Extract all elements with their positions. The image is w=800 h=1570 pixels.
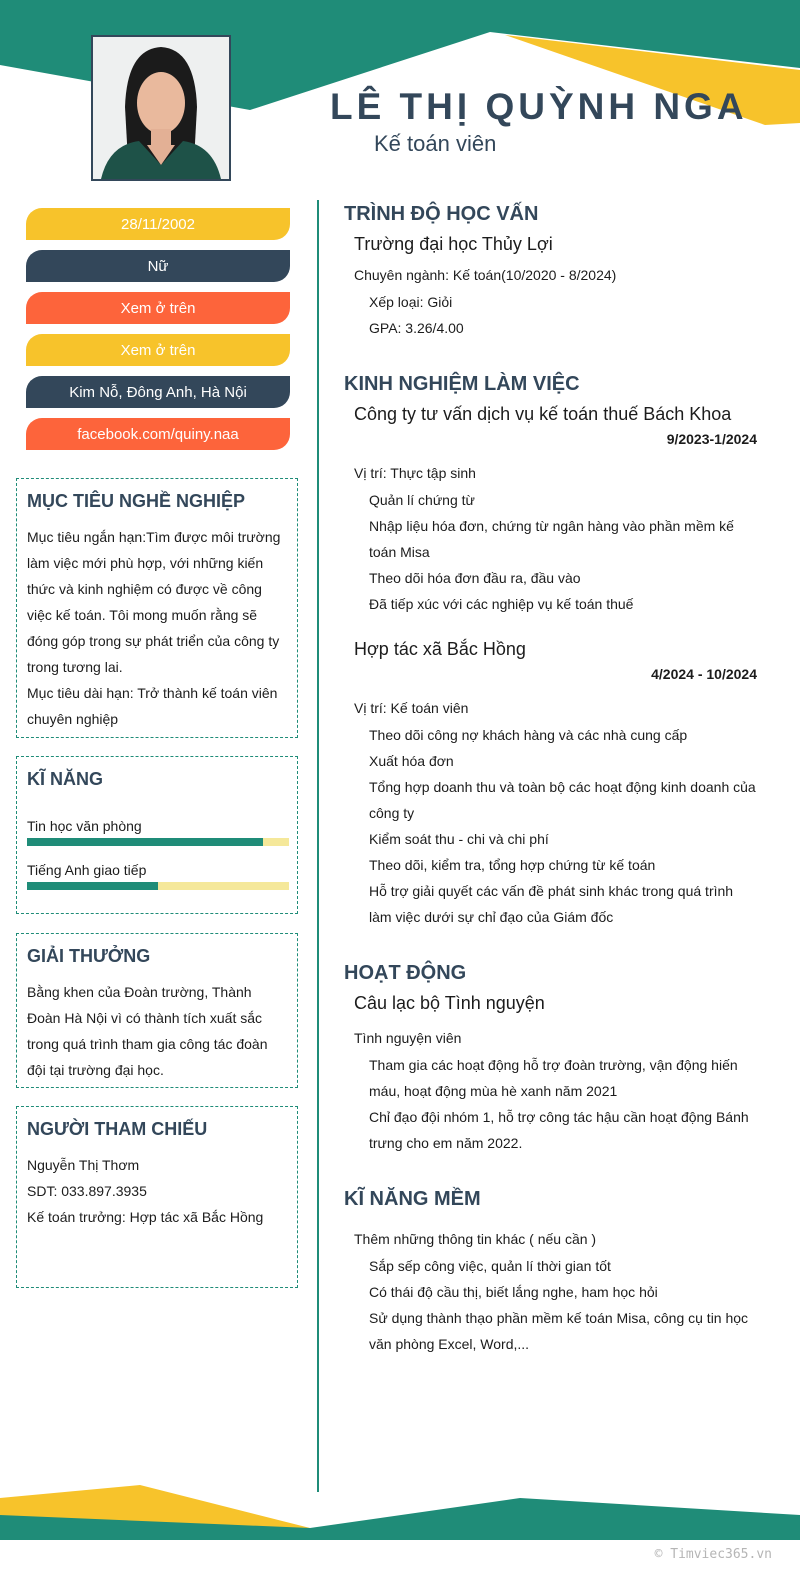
- short-term-goal: Mục tiêu ngắn hạn:Tìm được môi trường làm việc mới phù hợp, với những kiến thức và kinh nghiệm có được về công việc kế toán. Tôi mong muốn rằng sẽ đóng góp trong sự phát triển của công ty trong tương lai.: [27, 529, 281, 675]
- skills-box: [16, 756, 298, 914]
- job-period: 4/2024 - 10/2024: [651, 666, 757, 682]
- skill-label: Tiếng Anh giao tiếp: [27, 862, 147, 878]
- column-divider: [317, 200, 319, 1492]
- activities-heading: HOẠT ĐỘNG: [344, 962, 467, 984]
- skills-heading: KĨ NĂNG: [27, 769, 103, 789]
- reference-name: Nguyễn Thị Thơm: [27, 1157, 140, 1173]
- soft-skills-intro: Thêm những thông tin khác ( nếu cần ): [354, 1231, 597, 1247]
- school-name: Trường đại học Thủy Lợi: [354, 234, 553, 254]
- skill-bar: [27, 882, 289, 890]
- soft-skill-item: Sắp sếp công việc, quản lí thời gian tốt: [369, 1258, 611, 1274]
- education-heading: TRÌNH ĐỘ HỌC VẤN: [344, 203, 539, 225]
- gender-pill: Nữ: [26, 250, 290, 282]
- job-task: Theo dõi hóa đơn đầu ra, đầu vào: [369, 570, 581, 586]
- experience-heading: KINH NGHIỆM LÀM VIỆC: [344, 373, 580, 395]
- reference-box: [16, 1106, 298, 1288]
- job-task: Nhập liệu hóa đơn, chứng từ ngân hàng vào phần mềm kế toán Misa: [369, 518, 734, 560]
- job-role: Vị trí: Thực tập sinh: [354, 465, 476, 481]
- long-term-goal: Mục tiêu dài hạn: Trở thành kế toán viên chuyên nghiệp: [27, 685, 278, 727]
- education-detail: GPA: 3.26/4.00: [369, 320, 464, 336]
- soft-skill-item: Sử dụng thành thạo phần mềm kế toán Misa, công cụ tin học văn phòng Excel, Word,...: [369, 1310, 749, 1352]
- skill-item: [27, 862, 287, 890]
- job-task: Hỗ trợ giải quyết các vấn đề phát sinh khác trong quá trình làm việc dưới sự chỉ đạo của Giám đốc: [369, 883, 734, 925]
- phone-pill: Xem ở trên: [26, 292, 290, 324]
- activity-item: Tham gia các hoạt động hỗ trợ đoàn trường, vận động hiến máu, hoạt động mùa hè xanh năm 2021: [369, 1057, 738, 1099]
- career-objective-box: [16, 478, 298, 738]
- soft-skills-heading: KĨ NĂNG MỀM: [344, 1188, 481, 1210]
- watermark: © Timviec365.vn: [654, 1547, 772, 1562]
- job-title: Kế toán viên: [374, 131, 497, 156]
- soft-skill-item: Có thái độ cầu thị, biết lắng nghe, ham học hỏi: [369, 1284, 658, 1300]
- facebook-pill[interactable]: facebook.com/quiny.naa: [26, 418, 290, 450]
- reference-heading: NGƯỜI THAM CHIẾU: [27, 1119, 208, 1139]
- address-pill: Kim Nỗ, Đông Anh, Hà Nội: [26, 376, 290, 408]
- job-role: Vị trí: Kế toán viên: [354, 700, 469, 716]
- education-major: Chuyên ngành: Kế toán(10/2020 - 8/2024): [354, 267, 617, 283]
- birthdate-pill: 28/11/2002: [26, 208, 290, 240]
- activity-role: Tình nguyện viên: [354, 1030, 462, 1046]
- skill-item: [27, 818, 287, 846]
- activity-item: Chỉ đạo đội nhóm 1, hỗ trợ công tác hậu cần hoạt động Bánh trưng cho em năm 2022.: [369, 1109, 749, 1151]
- awards-box: [16, 933, 298, 1088]
- award-text: Bằng khen của Đoàn trường, Thành Đoàn Hà Nội vì có thành tích xuất sắc trong quá trình tham gia công tác đoàn đội tại trường đại học.: [27, 984, 268, 1078]
- job-task: Tổng hợp doanh thu và toàn bộ các hoạt động kinh doanh của công ty: [369, 779, 756, 821]
- main-column: [344, 203, 757, 1357]
- skill-bar-fill: [27, 838, 263, 846]
- skill-label: Tin học văn phòng: [27, 818, 142, 834]
- activity-org: Câu lạc bộ Tình nguyện: [354, 993, 545, 1013]
- job-task: Theo dõi công nợ khách hàng và các nhà cung cấp: [369, 727, 688, 743]
- job-task: Theo dõi, kiểm tra, tổng hợp chứng từ kế toán: [369, 857, 656, 873]
- email-pill: Xem ở trên: [26, 334, 290, 366]
- reference-phone: SDT: 033.897.3935: [27, 1183, 147, 1199]
- job-task: Xuất hóa đơn: [369, 753, 454, 769]
- awards-heading: GIẢI THƯỞNG: [27, 946, 151, 966]
- profile-photo: [91, 35, 231, 181]
- skill-bar: [27, 838, 289, 846]
- company-name: Công ty tư vấn dịch vụ kế toán thuế Bách Khoa: [354, 404, 732, 424]
- job-task: Đã tiếp xúc với các nghiệp vụ kế toán thuế: [369, 596, 634, 612]
- skill-bar-fill: [27, 882, 158, 890]
- job-task: Kiểm soát thu - chi và chi phí: [369, 831, 549, 847]
- job-period: 9/2023-1/2024: [666, 431, 757, 447]
- candidate-name: LÊ THỊ QUỲNH NGA: [330, 86, 748, 127]
- job-task: Quản lí chứng từ: [369, 492, 475, 508]
- company-name: Hợp tác xã Bắc Hồng: [354, 639, 526, 659]
- career-objective-heading: MỤC TIÊU NGHỀ NGHIỆP: [27, 491, 246, 511]
- reference-position: Kế toán trưởng: Hợp tác xã Bắc Hồng: [27, 1209, 264, 1225]
- education-detail: Xếp loại: Giỏi: [369, 294, 453, 310]
